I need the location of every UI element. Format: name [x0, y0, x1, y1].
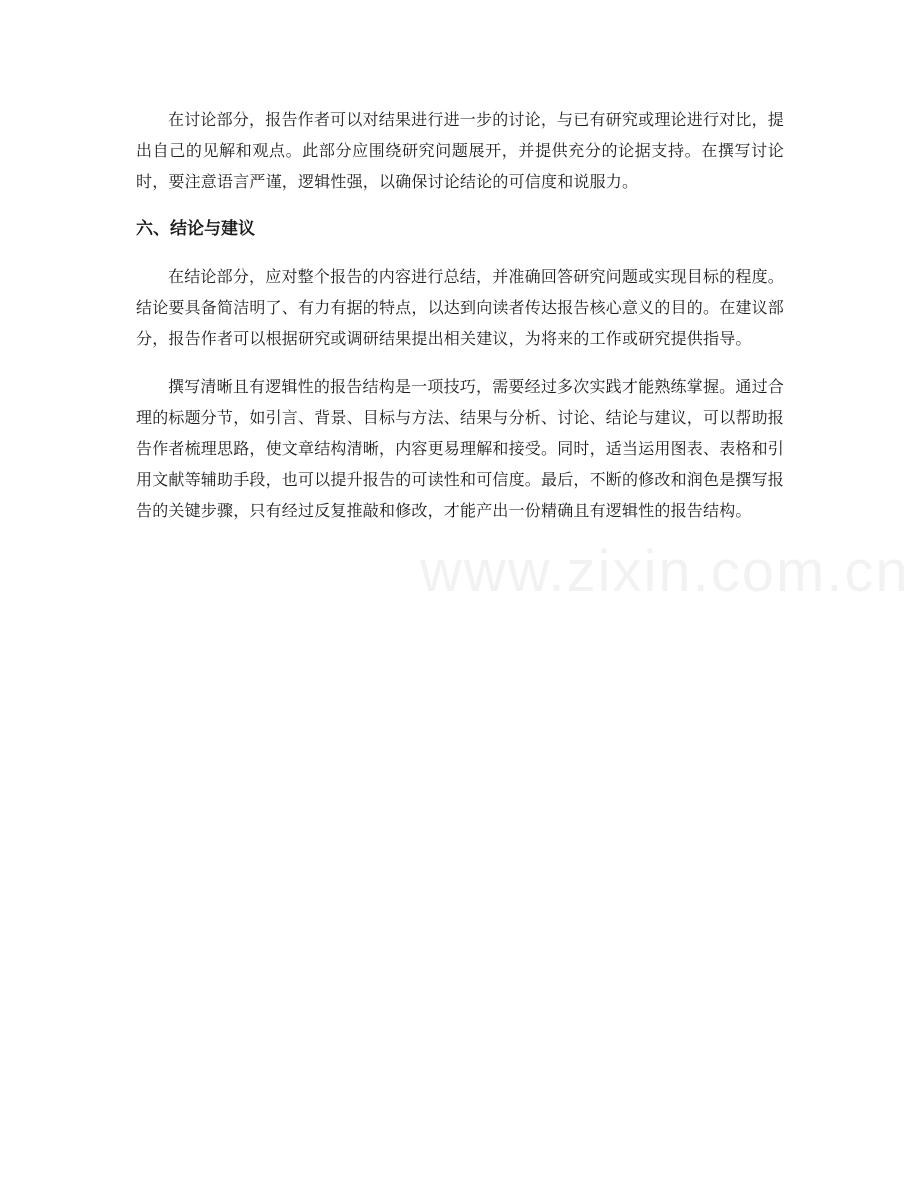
paragraph-summary: 撰写清晰且有逻辑性的报告结构是一项技巧，需要经过多次实践才能熟练掌握。通过合理的标题分节，如引言、背景、目标与方法、结果与分析、讨论、结论与建议，可以帮助报告作者梳理思路，使文章结构清晰，内容更易理解和接受。同时，适当运用图表、表格和引用文献等辅助手段，也可以提升报告的可读性和可信度。最后，不断的修改和润色是撰写报告的关键步骤，只有经过反复推敲和修改，才能产出一份精确且有逻辑性的报告结构。: [136, 377, 785, 520]
document-page: [136, 104, 784, 526]
paragraph-discussion: 在讨论部分，报告作者可以对结果进行进一步的讨论，与已有研究或理论进行对比，提出自己的见解和观点。此部分应围绕研究问题展开，并提供充分的论据支持。在撰写讨论时，要注意语言严谨，逻辑性强，以确保讨论结论的可信度和说服力。: [136, 110, 784, 191]
watermark: www.zixin.com.cn: [420, 539, 910, 604]
paragraph-conclusion: 在结论部分，应对整个报告的内容进行总结，并准确回答研究问题或实现目标的程度。结论要具备简洁明了、有力有据的特点，以达到向读者传达报告核心意义的目的。在建议部分，报告作者可以根据研究或调研结果提出相关建议，为将来的工作或研究提供指导。: [136, 267, 785, 348]
section-heading-conclusion: 六、结论与建议: [136, 219, 255, 239]
